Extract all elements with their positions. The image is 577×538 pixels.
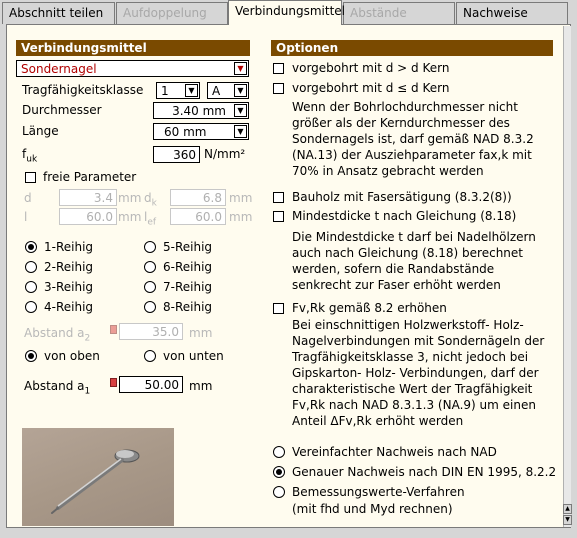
abstand-a1-input[interactable]: 50.00 (119, 376, 183, 393)
opt2-description: Wenn der Bohrlochdurchmesser nicht größer als der Kerndurchmesser des Sondernagels ist, darf gemäß NAD 8.3.2 (NA.13) der Ausziehparameter fax,k mit 70% in Ansatz gebracht werden (292, 100, 534, 178)
main-panel (6, 24, 571, 528)
label-5-reihig: 5-Reihig (163, 240, 213, 254)
nachweis3-sublabel: (mit fhd und Myd rechnen) (292, 502, 453, 516)
abstand-a1-unit: mm (189, 379, 213, 393)
radio-7-reihig[interactable] (144, 281, 156, 293)
dk-label-sub: k (151, 198, 157, 209)
vertical-scrollbar[interactable] (563, 26, 571, 527)
nachweis2-label: Genauer Nachweis nach DIN EN 1995, 8.2.2 (292, 465, 557, 479)
radio-2-reihig[interactable] (25, 261, 37, 273)
abstand-a2-label-main: Abstand a (24, 326, 85, 340)
type-select-value: Sondernagel (21, 62, 97, 76)
chevron-down-icon: ▼ (234, 84, 247, 97)
opt4-checkbox[interactable] (273, 211, 284, 222)
lef-label-sub: ef (147, 217, 157, 228)
tragfaehigkeit-value: 1 (161, 84, 169, 98)
opt5-description: Bei einschnittigen Holzwerkstoff- Holz- Nagelverbindungen mit Sondernägeln der Tragfähigkeitsklasse 3, nicht jedoch bei Gipskarton- Holz- Verbindungen, darf der charakteristische Wert der Tragfähigkeit Fv,Rk nach NAD 8.3.1.3 (NA.9) um einen Anteil ΔFv,Rk erhöht werden (292, 318, 545, 428)
l-label: l (24, 210, 28, 224)
opt4-label: Mindestdicke t nach Gleichung (8.18) (292, 209, 517, 223)
tragfaehigkeit-select[interactable] (156, 82, 200, 99)
label-8-reihig: 8-Reihig (163, 300, 213, 314)
nachweis3-label: Bemessungswerte-Verfahren (292, 485, 465, 499)
radio-von-oben[interactable] (25, 350, 37, 362)
radio-5-reihig[interactable] (144, 241, 156, 253)
abstand-a1-label (24, 379, 90, 396)
fuk-label (22, 147, 37, 164)
laenge-label: Länge (22, 124, 59, 138)
chevron-down-icon: ▼ (234, 104, 247, 117)
d-unit: mm (118, 191, 142, 205)
chevron-down-icon: ▼ (234, 125, 247, 138)
d-label: d (24, 191, 32, 205)
opt5-checkbox[interactable] (273, 303, 284, 314)
marker-icon (110, 325, 117, 334)
opt2-checkbox[interactable] (273, 83, 284, 94)
label-4-reihig: 4-Reihig (44, 300, 94, 314)
abstand-a2-label-sub: 2 (84, 333, 91, 344)
radio-von-unten[interactable] (144, 350, 156, 362)
label-1-reihig: 1-Reihig (44, 240, 94, 254)
radio-nachweis-genau[interactable] (273, 466, 285, 478)
verbindungsmittel-header: Verbindungsmittel (16, 40, 250, 56)
tab-abstaende[interactable]: Abstände (343, 2, 455, 24)
label-2-reihig: 2-Reihig (44, 260, 94, 274)
tab-nachweise[interactable]: Nachweise (456, 2, 568, 24)
opt5-label: Fv,Rk gemäß 8.2 erhöhen (292, 301, 447, 315)
fuk-unit: N/mm² (204, 147, 246, 161)
opt3-checkbox[interactable] (273, 192, 284, 203)
opt2-label: vorgebohrt mit d ≤ d Kern (292, 81, 450, 95)
l-unit: mm (118, 210, 142, 224)
lef-label-main: l (144, 210, 148, 224)
dk-unit: mm (229, 191, 253, 205)
d-input[interactable]: 3.4 (59, 189, 117, 206)
fuk-label-main: f (22, 147, 27, 161)
laenge-value: 60 mm (164, 125, 207, 139)
label-von-oben: von oben (44, 349, 100, 363)
freie-parameter-label: freie Parameter (43, 170, 137, 184)
radio-8-reihig[interactable] (144, 301, 156, 313)
abstand-a2-unit: mm (189, 326, 213, 340)
radio-6-reihig[interactable] (144, 261, 156, 273)
radio-1-reihig[interactable] (25, 241, 37, 253)
abstand-a2-input[interactable]: 35.0 (119, 323, 183, 340)
fuk-input[interactable]: 360 (153, 146, 200, 163)
scroll-down-icon[interactable]: ▼ (563, 515, 572, 525)
radio-nachweis-bemessung[interactable] (273, 486, 285, 498)
radio-4-reihig[interactable] (25, 301, 37, 313)
tab-verbindungsmittel[interactable]: Verbindungsmittel (228, 0, 342, 25)
laenge-select[interactable] (153, 123, 249, 140)
durchmesser-select[interactable] (153, 102, 249, 119)
tragfaehigkeit-sub-value: A (212, 84, 221, 98)
opt4-description: Die Mindestdicke t darf bei Nadelhölzern auch nach Gleichung (8.18) berechnet werden, sofern die Randabstände senkrecht zur Faser erhöht werden (292, 230, 536, 292)
lef-input[interactable]: 60.0 (170, 208, 226, 225)
tragfaehigkeit-sub-select[interactable] (207, 82, 249, 99)
lef-unit: mm (229, 210, 253, 224)
fuk-label-sub: uk (26, 154, 38, 165)
freie-parameter-checkbox[interactable] (25, 172, 36, 183)
label-7-reihig: 7-Reihig (163, 280, 213, 294)
abstand-a1-label-sub: 1 (84, 386, 91, 397)
chevron-down-icon: ▼ (185, 84, 198, 97)
type-select[interactable] (16, 60, 249, 77)
tab-abschnitt-teilen[interactable]: Abschnitt teilen (2, 2, 115, 24)
radio-nachweis-vereinfacht[interactable] (273, 446, 285, 458)
dk-input[interactable]: 6.8 (170, 189, 226, 206)
radio-3-reihig[interactable] (25, 281, 37, 293)
nail-image (22, 428, 174, 526)
chevron-down-icon: ▼ (234, 62, 247, 75)
marker-icon (110, 378, 117, 387)
durchmesser-value: 3.40 mm (172, 104, 226, 118)
tragfaehigkeit-label: Tragfähigkeitsklasse (22, 83, 144, 97)
optionen-header: Optionen (271, 40, 553, 56)
l-input[interactable]: 60.0 (59, 208, 117, 225)
scroll-up-icon[interactable]: ▲ (563, 504, 572, 514)
durchmesser-label: Durchmesser (22, 103, 102, 117)
lef-label (144, 210, 156, 227)
tab-aufdoppelung[interactable]: Aufdoppelung (116, 2, 228, 24)
abstand-a1-label-main: Abstand a (24, 379, 85, 393)
opt1-label: vorgebohrt mit d > d Kern (292, 61, 450, 75)
opt1-checkbox[interactable] (273, 63, 284, 74)
nachweis1-label: Vereinfachter Nachweis nach NAD (292, 445, 497, 459)
nail-icon (22, 428, 174, 526)
abstand-a2-label (24, 326, 90, 343)
label-3-reihig: 3-Reihig (44, 280, 94, 294)
label-von-unten: von unten (163, 349, 224, 363)
tab-bar (0, 0, 577, 24)
dk-label-main: d (144, 191, 152, 205)
label-6-reihig: 6-Reihig (163, 260, 213, 274)
opt3-label: Bauholz mit Fasersätigung (8.3.2(8)) (292, 190, 512, 204)
dk-label (144, 191, 157, 208)
